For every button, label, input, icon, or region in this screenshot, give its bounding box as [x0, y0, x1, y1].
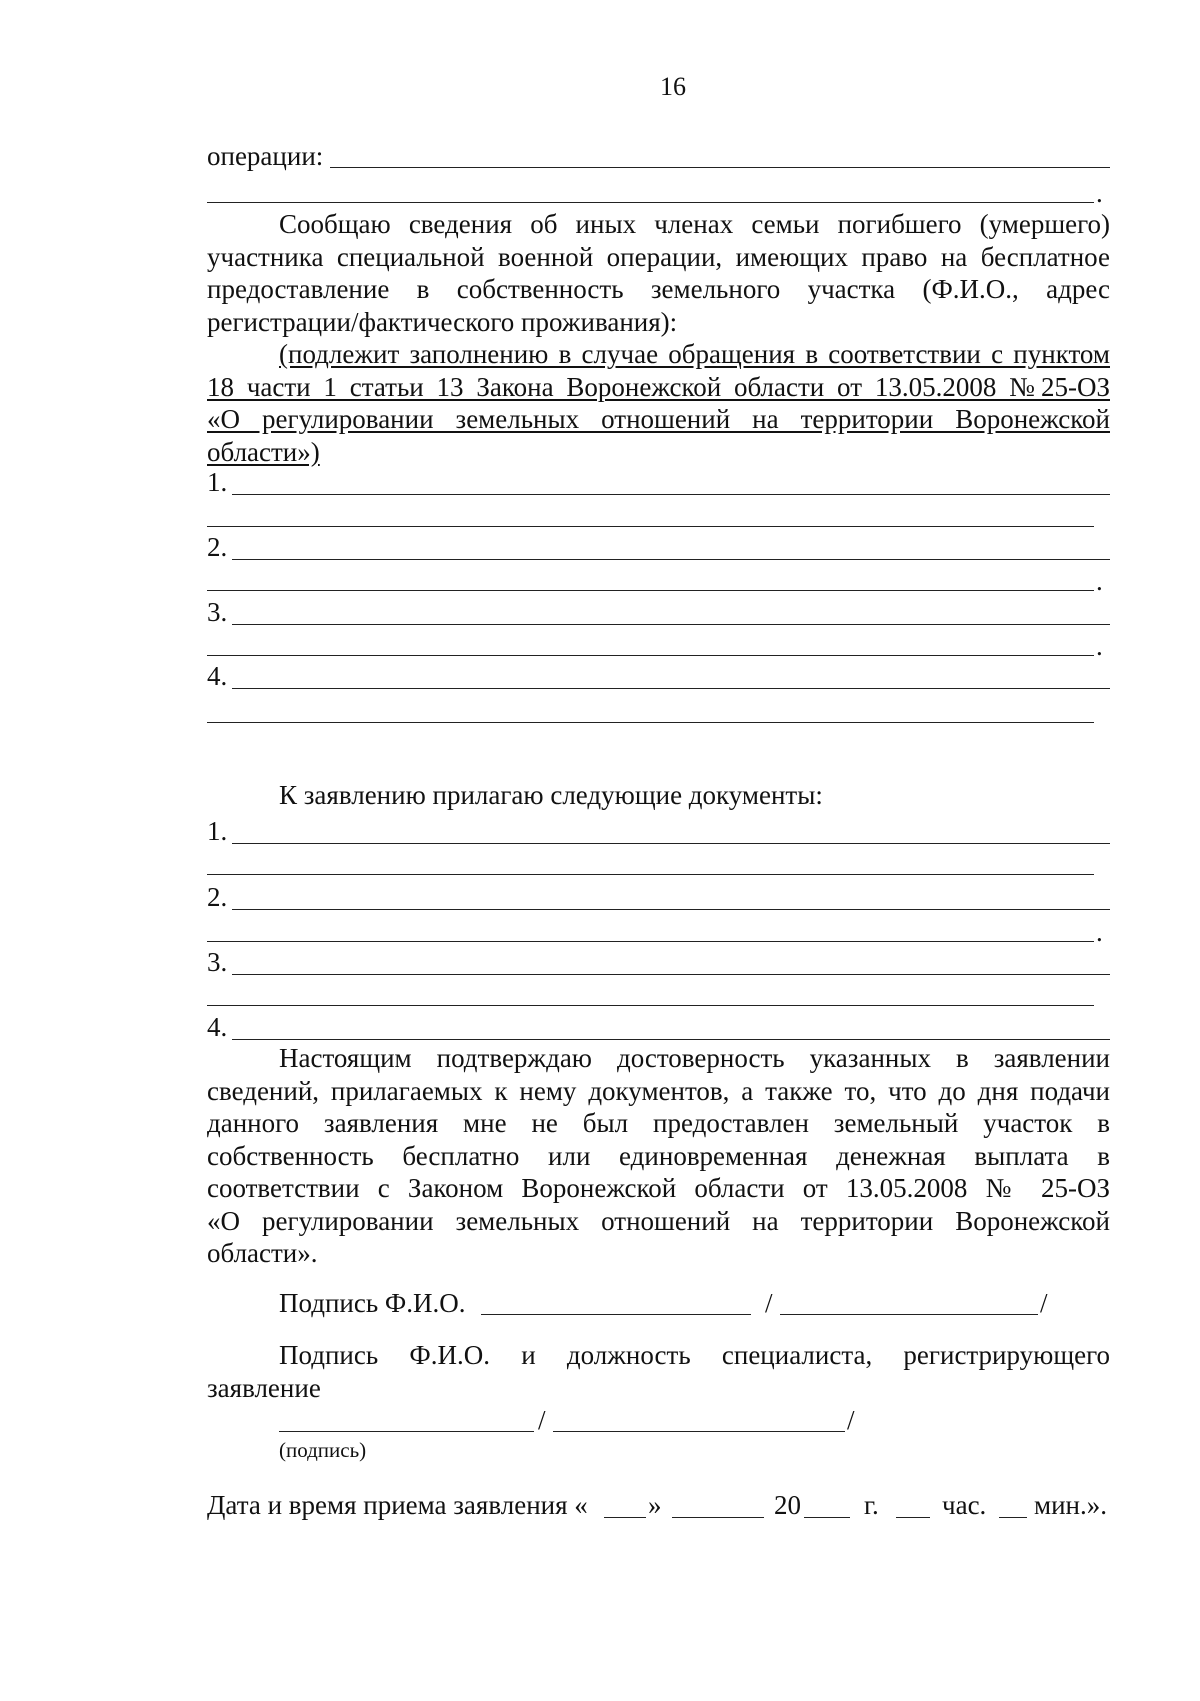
year-input-line[interactable]: [804, 1517, 850, 1518]
day-input-line[interactable]: [604, 1517, 646, 1518]
specialist-slash-end: /: [847, 1405, 855, 1435]
family-item-2-line[interactable]: [232, 559, 1110, 560]
family-item-2-line-2[interactable]: [207, 590, 1094, 591]
ops-blank-line-2[interactable]: [207, 202, 1094, 203]
family-item-number: 1.: [207, 467, 228, 497]
family-item-4-line-2[interactable]: [207, 722, 1094, 723]
family-item-number: 2.: [207, 532, 228, 562]
family-intro-line: Сообщаю сведения об иных членах семьи погибшего (умершего): [279, 209, 1110, 239]
confirmation-line: области».: [207, 1238, 318, 1268]
document-item-3-line-2[interactable]: [207, 1005, 1094, 1006]
family-note: [207, 338, 1110, 468]
family-note-line: области»): [207, 436, 320, 467]
datetime-close-quote: »: [648, 1490, 662, 1520]
document-item-number: 3.: [207, 947, 228, 977]
confirmation-paragraph: [207, 1042, 1110, 1270]
specialist-label: Подпись Ф.И.О. и должность специалиста, регистрирующего: [279, 1340, 1110, 1370]
signature-label: Подпись Ф.И.О.: [279, 1288, 466, 1318]
family-note-line: (подлежит заполнению в случае обращения в соответствии с пунктом: [279, 339, 1110, 369]
confirmation-line: соответствии с Законом Воронежской области от 13.05.2008 № 25-ОЗ: [207, 1173, 1110, 1203]
document-item-2-line[interactable]: [232, 909, 1110, 910]
family-item-3-dot: .: [1096, 631, 1103, 661]
year-suffix: г.: [864, 1490, 879, 1520]
family-item-2-dot: .: [1096, 566, 1103, 596]
family-item-number: 4.: [207, 661, 228, 691]
family-intro-line: предоставление в собственность земельного участка (Ф.И.О., адрес: [207, 274, 1110, 304]
document-item-number: 4.: [207, 1012, 228, 1042]
document-item-number: 1.: [207, 816, 228, 846]
signature-caption: (подпись): [279, 1438, 367, 1462]
document-item-number: 2.: [207, 882, 228, 912]
document-item-1-line[interactable]: [232, 843, 1110, 844]
confirmation-line: Настоящим подтверждаю достоверность указанных в заявлении: [279, 1043, 1110, 1073]
family-note-line: 18 части 1 статьи 13 Закона Воронежской области от 13.05.2008 №25-ОЗ: [207, 371, 1110, 402]
confirmation-line: сведений, прилагаемых к нему документов, а также то, что до дня подачи: [207, 1075, 1110, 1106]
family-intro-line: регистрации/фактического проживания):: [207, 306, 678, 337]
month-input-line[interactable]: [672, 1517, 764, 1518]
signature-slash: /: [765, 1288, 773, 1318]
confirmation-line: собственность бесплатно или единовременная денежная выплата в: [207, 1140, 1110, 1171]
document-item-1-line-2[interactable]: [207, 874, 1094, 875]
ops-label: операции:: [207, 141, 324, 171]
specialist-signature-line[interactable]: [279, 1431, 534, 1432]
family-item-3-line-2[interactable]: [207, 655, 1094, 656]
signature-name-line[interactable]: [780, 1314, 1038, 1315]
page-number: 16: [660, 72, 686, 101]
document-item-2-line-2[interactable]: [207, 941, 1094, 942]
confirmation-line: данного заявления мне не был предоставлен земельный участок в: [207, 1108, 1110, 1138]
hour-input-line[interactable]: [896, 1517, 930, 1518]
family-item-4-line[interactable]: [232, 688, 1110, 689]
family-intro: [207, 208, 1110, 338]
family-item-1-line[interactable]: [232, 494, 1110, 495]
family-item-3-line[interactable]: [232, 624, 1110, 625]
family-intro-line: участника специальной военной операции, имеющих право на бесплатное: [207, 241, 1110, 272]
signature-line[interactable]: [481, 1314, 751, 1315]
specialist-slash: /: [538, 1405, 546, 1435]
document-item-4-line[interactable]: [232, 1039, 1110, 1040]
specialist-name-line[interactable]: [553, 1431, 845, 1432]
family-item-1-line-2[interactable]: [207, 526, 1094, 527]
hours-label: час.: [942, 1490, 987, 1520]
minute-input-line[interactable]: [999, 1517, 1027, 1518]
datetime-label: Дата и время приема заявления «: [207, 1490, 588, 1520]
family-item-number: 3.: [207, 597, 228, 627]
ops-blank-line[interactable]: [330, 167, 1110, 168]
family-note-line: «О регулировании земельных отношений на территории Воронежской: [207, 404, 1110, 434]
ops-end-dot: .: [1096, 178, 1103, 208]
year-prefix: 20: [774, 1490, 801, 1520]
documents-heading: К заявлению прилагаю следующие документы:: [279, 780, 823, 810]
confirmation-line: «О регулировании земельных отношений на территории Воронежской: [207, 1205, 1110, 1236]
specialist-block: [207, 1339, 1110, 1404]
specialist-label: заявление: [207, 1372, 321, 1403]
minutes-label: мин.».: [1034, 1490, 1107, 1520]
document-item-2-dot: .: [1096, 917, 1103, 947]
signature-slash-end: /: [1040, 1288, 1048, 1318]
document-item-3-line[interactable]: [232, 974, 1110, 975]
